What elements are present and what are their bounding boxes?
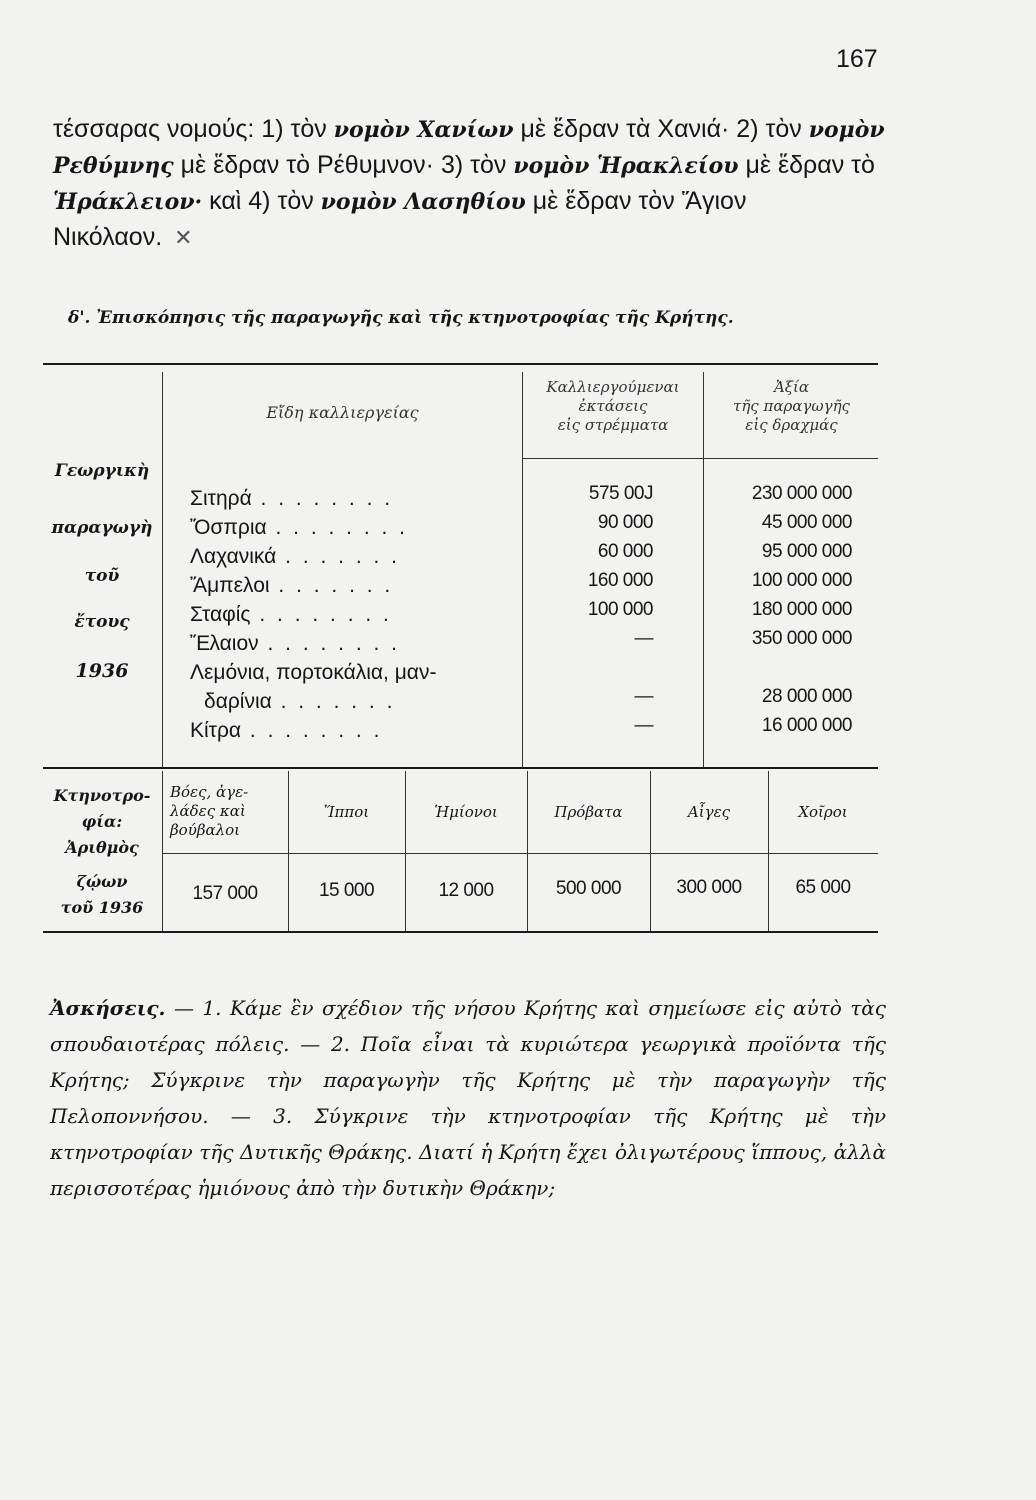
livestock-value-pigs: 65 000 — [795, 877, 851, 898]
crop-row-name: Κίτρα . . . . . . . . — [190, 719, 383, 742]
area-header: Καλλιεργούμεναι ἐκτάσεις εἰς στρέμματα — [546, 378, 680, 434]
crop-row-area: — — [634, 715, 653, 736]
livestock-top-rule — [43, 767, 878, 769]
exercises-title: Ἀσκήσεις. — [50, 996, 166, 1020]
side-label-line: ἔτους — [74, 612, 130, 632]
livestock-value-goats: 300 000 — [676, 877, 742, 898]
livestock-side-line: φία: — [81, 812, 123, 831]
livestock-value-cattle: 157 000 — [192, 883, 258, 904]
crop-row-value: 95 000 000 — [761, 541, 852, 562]
livestock-col-divider — [405, 771, 406, 931]
crop-row-area: 100 000 — [587, 599, 653, 620]
intro-paragraph: τέσσαρας νομούς: 1) τὸν νομὸν Χανίων μὲ ἕδραν τὰ Χανιά· 2) τὸν νομὸν Ρεθύμνης μὲ ἕδραν τὸ Ρέθυμνον· 3) τὸν νομὸν Ἡρακλείου μὲ ἕδραν τὸ Ἡράκλειον· καὶ 4) τὸν νομὸν Λασηθίου μὲ ἕδραν τὸν Ἅγιον Νικόλαον. ✕ — [53, 115, 885, 251]
crop-row-name: Λεμόνια, πορτοκάλια, μαν- — [190, 661, 437, 684]
livestock-value-mules: 12 000 — [438, 880, 494, 901]
crop-row-value: 16 000 000 — [761, 715, 852, 736]
crop-row-name: Σταφίς . . . . . . . . — [190, 603, 392, 626]
crop-row-value: 180 000 000 — [751, 599, 852, 620]
livestock-side-line: Ἀριθμὸς — [65, 838, 139, 857]
crop-row-value: 28 000 000 — [761, 686, 852, 707]
table-top-rule — [43, 363, 878, 365]
livestock-side-line: ζῴων — [76, 872, 128, 891]
crop-row-value: 100 000 000 — [751, 570, 852, 591]
crop-row-area: — — [634, 686, 653, 707]
crop-row-name: Ὄσπρια . . . . . . . . — [190, 516, 408, 539]
livestock-side-line: τοῦ 1936 — [60, 898, 144, 917]
livestock-header-pigs: Χοῖροι — [798, 803, 848, 821]
side-label-year: 1936 — [75, 660, 129, 682]
area-col-divider — [522, 372, 523, 767]
side-label-line: παραγωγὴ — [51, 518, 153, 538]
livestock-col-divider — [768, 771, 769, 931]
livestock-value-horses: 15 000 — [318, 880, 375, 901]
side-label-line: τοῦ — [84, 566, 120, 586]
crop-row-value: 45 000 000 — [761, 512, 852, 533]
livestock-header-horses: Ἵπποι — [323, 803, 370, 821]
kinds-header: Εἴδη καλλιεργείας — [266, 403, 419, 422]
crop-row-name: Σιτηρά . . . . . . . . — [190, 487, 394, 510]
value-header: Ἀξία τῆς παραγωγῆς εἰς δραχμάς — [733, 378, 850, 434]
crop-row-area: 575 00J — [588, 483, 653, 504]
livestock-bottom-rule — [43, 931, 878, 933]
livestock-header-goats: Αἶγες — [687, 803, 731, 821]
livestock-col-divider — [650, 771, 651, 931]
livestock-value-sheep: 500 000 — [555, 878, 622, 899]
crop-row-name: Ἄμπελοι . . . . . . . — [190, 574, 394, 597]
crop-row-value: 350 000 000 — [751, 628, 852, 649]
crop-row-name: Ἔλαιον . . . . . . . . — [190, 632, 401, 655]
pencil-cross-mark: ✕ — [174, 225, 193, 250]
header-underline — [522, 458, 878, 459]
livestock-header-cattle: Βόες, ἀγε- λάδες καὶ βούβαλοι — [170, 783, 249, 839]
livestock-side-divider — [162, 771, 163, 931]
crop-row-area: — — [634, 628, 653, 649]
livestock-header-mules: Ἡμίονοι — [434, 803, 498, 821]
crop-row-value: 230 000 000 — [751, 483, 852, 504]
livestock-header-underline — [162, 853, 878, 854]
side-divider — [162, 372, 163, 767]
crop-row-area: 60 000 — [597, 541, 653, 562]
livestock-col-divider — [288, 771, 289, 931]
section-heading: δ'. Ἐπισκόπησις τῆς παραγωγῆς καὶ τῆς κτηνοτροφίας τῆς Κρήτης. — [68, 308, 734, 328]
livestock-header-sheep: Πρόβατα — [554, 803, 623, 821]
livestock-col-divider — [527, 771, 528, 931]
exercises-paragraph — [50, 990, 886, 1206]
exercises-text: — 1. Κάμε ἓν σχέδιον τῆς νήσου Κρήτης καὶ σημείωσε εἰς αὐτὸ τὰς σπουδαιοτέρας πόλεις. — 2. Ποῖα εἶναι τὰ κυριώτερα γεωργικὰ προϊόντα τῆς Κρήτης; Σύγκρινε τὴν παραγωγὴν τῆς Κρήτης μὲ τὴν παραγωγὴν τῆς Πελοποννήσου. — 3. Σύγκρινε τὴν κτηνοτροφίαν τῆς Κρήτης μὲ τὴν κτηνοτροφίαν τῆς Δυτικῆς Θράκης. Διατί ἡ Κρήτη ἔχει ὀλιγωτέρους ἵππους, ἀλλὰ περισσοτέρας ἡμιόνους ἀπὸ τὴν δυτικὴν Θράκην; — [50, 996, 886, 1200]
crop-row-area: 160 000 — [587, 570, 653, 591]
livestock-side-line: Κτηνοτρο- — [53, 786, 151, 805]
page-number: 167 — [836, 45, 878, 73]
side-label-line: Γεωργικὴ — [54, 461, 150, 481]
crop-row-area: 90 000 — [597, 512, 653, 533]
crop-row-name: Λαχανικά . . . . . . . — [190, 545, 401, 568]
crop-row-name: δαρίνια . . . . . . . — [204, 690, 396, 713]
